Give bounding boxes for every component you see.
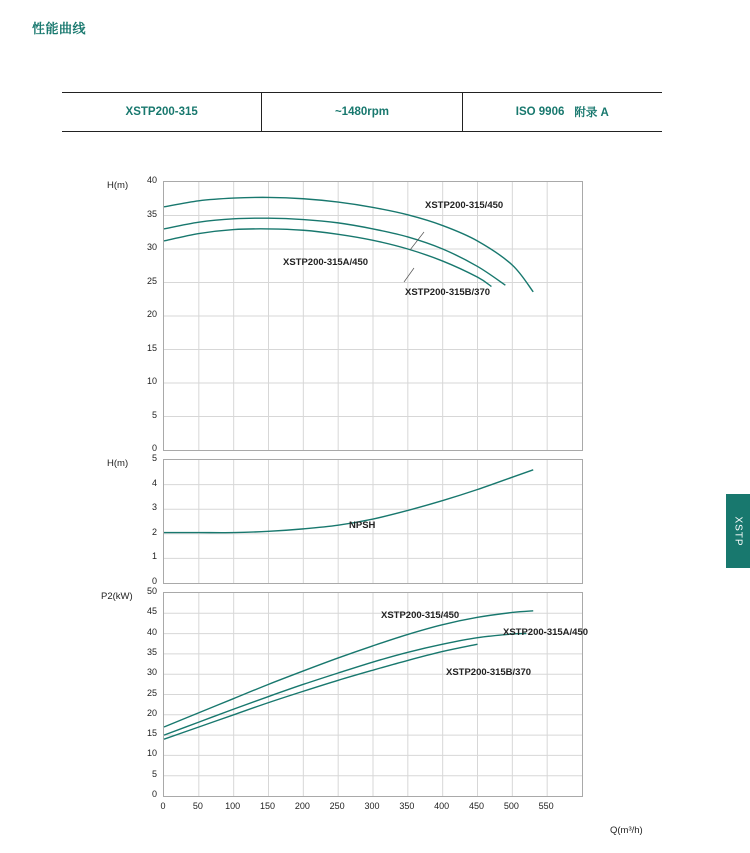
x-tick-label: 500	[503, 801, 519, 811]
side-tab-xstp[interactable]	[726, 494, 750, 568]
chart-power-xlabel: Q(m³/h)	[610, 825, 643, 836]
chart-head-plot	[163, 181, 583, 451]
x-tick-label: 0	[160, 801, 166, 811]
y-tick-label: 10	[146, 376, 157, 386]
chart-npsh-ylabel: H(m)	[107, 458, 129, 469]
chart-power-label-1: XSTP200-315A/450	[503, 627, 589, 638]
spec-standard: ISO 9906	[515, 106, 565, 118]
y-tick-label: 40	[146, 626, 157, 637]
side-tab-label: XSTP	[732, 515, 744, 547]
spec-annex: 附录 A	[574, 107, 609, 119]
x-tick-label: 100	[225, 801, 241, 811]
y-tick-label: 3	[151, 502, 157, 513]
y-tick-label: 0	[151, 443, 157, 453]
y-tick-label: 15	[146, 342, 157, 353]
y-tick-label: 5	[151, 409, 157, 420]
y-tick-label: 0	[151, 576, 157, 586]
x-tick-label: 200	[294, 801, 310, 811]
y-tick-label: 50	[146, 586, 157, 596]
y-tick-label: 2	[151, 526, 157, 537]
chart-head-label-0: XSTP200-315/450	[425, 200, 504, 211]
x-tick-label: 350	[399, 801, 415, 811]
x-tick-label: 250	[329, 801, 345, 811]
y-tick-label: 20	[146, 309, 157, 319]
chart-power-label-2: XSTP200-315B/370	[446, 667, 532, 678]
y-tick-label: 15	[146, 728, 157, 739]
y-tick-label: 45	[146, 606, 157, 617]
y-tick-label: 20	[146, 707, 157, 718]
y-tick-label: 30	[146, 667, 157, 678]
chart-npsh-label: NPSH	[349, 520, 376, 531]
x-tick-label: 550	[538, 801, 554, 811]
x-tick-label: 400	[434, 801, 450, 811]
chart-head-ylabel: H(m)	[107, 180, 129, 191]
y-tick-label: 25	[146, 275, 157, 286]
chart-power-ylabel: P2(kW)	[101, 591, 133, 602]
chart-power-plot	[163, 592, 583, 797]
x-tick-label: 450	[468, 801, 485, 811]
chart-head-label-2: XSTP200-315B/370	[405, 287, 491, 298]
y-tick-label: 10	[146, 748, 157, 759]
chart-head-label-1: XSTP200-315A/450	[283, 257, 369, 268]
chart-power-label-0: XSTP200-315/450	[381, 610, 460, 621]
spec-model: XSTP200-315	[62, 93, 262, 131]
x-tick-label: 150	[259, 801, 276, 811]
y-tick-label: 35	[146, 646, 157, 657]
spec-standard-cell	[463, 93, 662, 131]
spec-speed: ~1480rpm	[262, 93, 462, 131]
y-tick-label: 25	[146, 687, 157, 698]
page-title: 性能曲线	[32, 21, 87, 36]
y-tick-label: 40	[146, 175, 157, 185]
y-tick-label: 0	[151, 789, 157, 799]
y-tick-label: 1	[151, 551, 157, 562]
y-tick-label: 35	[146, 208, 157, 219]
x-tick-label: 300	[364, 801, 380, 811]
y-tick-label: 5	[151, 453, 157, 463]
y-tick-label: 5	[151, 768, 157, 779]
x-tick-label: 50	[192, 801, 203, 811]
spec-bar	[62, 92, 662, 132]
y-tick-label: 4	[151, 477, 157, 488]
y-tick-label: 30	[146, 242, 157, 252]
